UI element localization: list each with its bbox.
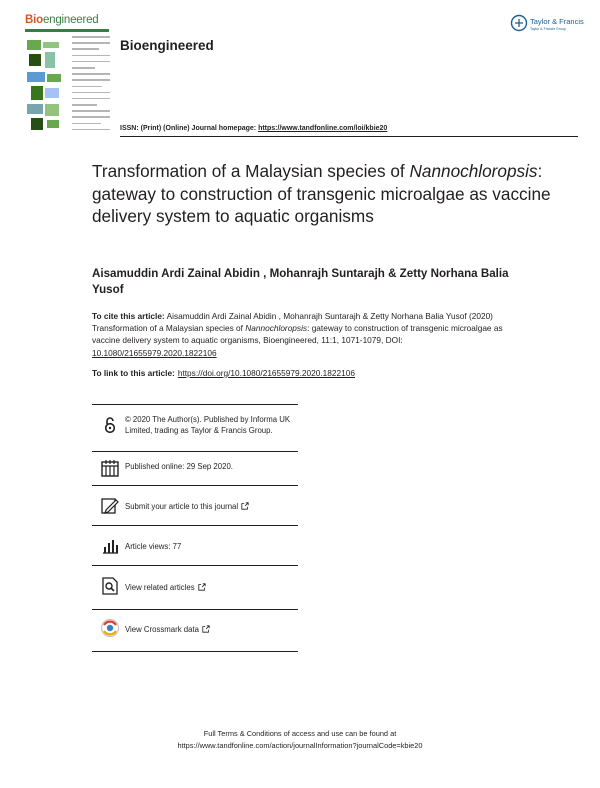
- info-divider: [92, 525, 298, 526]
- cover-artwork: [25, 38, 65, 134]
- header-divider: [120, 136, 578, 137]
- journal-homepage-link[interactable]: https://www.tandfonline.com/loi/kbie20: [258, 125, 388, 132]
- citation-block: To cite this article: Aisamuddin Ardi Zainal Abidin , Mohanrajh Suntarajh & Zetty Norhana Balia Yusof (2020) Transformation of a Malaysian species of Nannochloropsis: gateway to construction of transgenic microalgae as vaccine delivery system to aquatic organisms, Bioengineered, 11:1, 1071-1079, DOI: 10.1080/21655979.2020.1822106: [92, 311, 503, 358]
- submit-article-link[interactable]: Submit your article to this journal: [125, 502, 301, 513]
- article-link-line: To link to this article: https://doi.org/10.1080/21655979.2020.1822106: [92, 368, 355, 378]
- related-articles-link[interactable]: View related articles: [125, 583, 301, 594]
- submit-pencil-icon: [100, 496, 120, 516]
- crossmark-icon: [100, 618, 120, 638]
- journal-name: Bioengineered: [120, 38, 214, 53]
- external-link-icon: [198, 583, 206, 591]
- info-divider: [92, 451, 298, 452]
- open-access-icon: [100, 415, 120, 435]
- info-divider: [92, 485, 298, 486]
- journal-cover-thumbnail: [22, 14, 112, 134]
- crossmark-link[interactable]: View Crossmark data: [125, 625, 301, 636]
- published-date: Published online: 29 Sep 2020.: [125, 462, 233, 471]
- article-views-count: Article views: 77: [125, 542, 182, 551]
- cover-title: Bioengineered: [25, 14, 99, 26]
- license-text: © 2020 The Author(s). Published by Informa UK Limited, trading as Taylor & Francis Group.: [125, 415, 291, 435]
- info-divider: [92, 404, 298, 405]
- footer-terms-link[interactable]: https://www.tandfonline.com/action/journalInformation?journalCode=kbie20: [177, 740, 423, 750]
- info-divider: [92, 565, 298, 566]
- footer-terms-text: Full Terms & Conditions of access and use can be found at: [203, 729, 397, 738]
- bar-chart-icon: [100, 536, 120, 556]
- external-link-icon: [202, 625, 210, 633]
- external-link-icon: [241, 502, 249, 510]
- related-search-icon: [100, 576, 120, 596]
- info-divider: [92, 609, 298, 610]
- article-title: Transformation of a Malaysian species of Nannochloropsis: gateway to construction of transgenic microalgae as vaccine delivery system to aquatic organisms: [92, 161, 551, 226]
- publisher-logo: Taylor & Francis Taylor & Francis Group: [510, 14, 582, 42]
- info-divider: [92, 651, 298, 652]
- article-doi-url-link[interactable]: https://doi.org/10.1080/21655979.2020.1822106: [177, 368, 355, 378]
- article-authors: Aisamuddin Ardi Zainal Abidin , Mohanrajh Suntarajh & Zetty Norhana Balia Yusof: [92, 267, 509, 296]
- doi-link[interactable]: 10.1080/21655979.2020.1822106: [92, 347, 217, 358]
- publisher-logo-icon: [510, 14, 528, 32]
- calendar-icon: [100, 458, 120, 478]
- issn-homepage-line: ISSN: (Print) (Online) Journal homepage: https://www.tandfonline.com/loi/kbie20: [120, 125, 388, 132]
- footer: [100, 728, 500, 751]
